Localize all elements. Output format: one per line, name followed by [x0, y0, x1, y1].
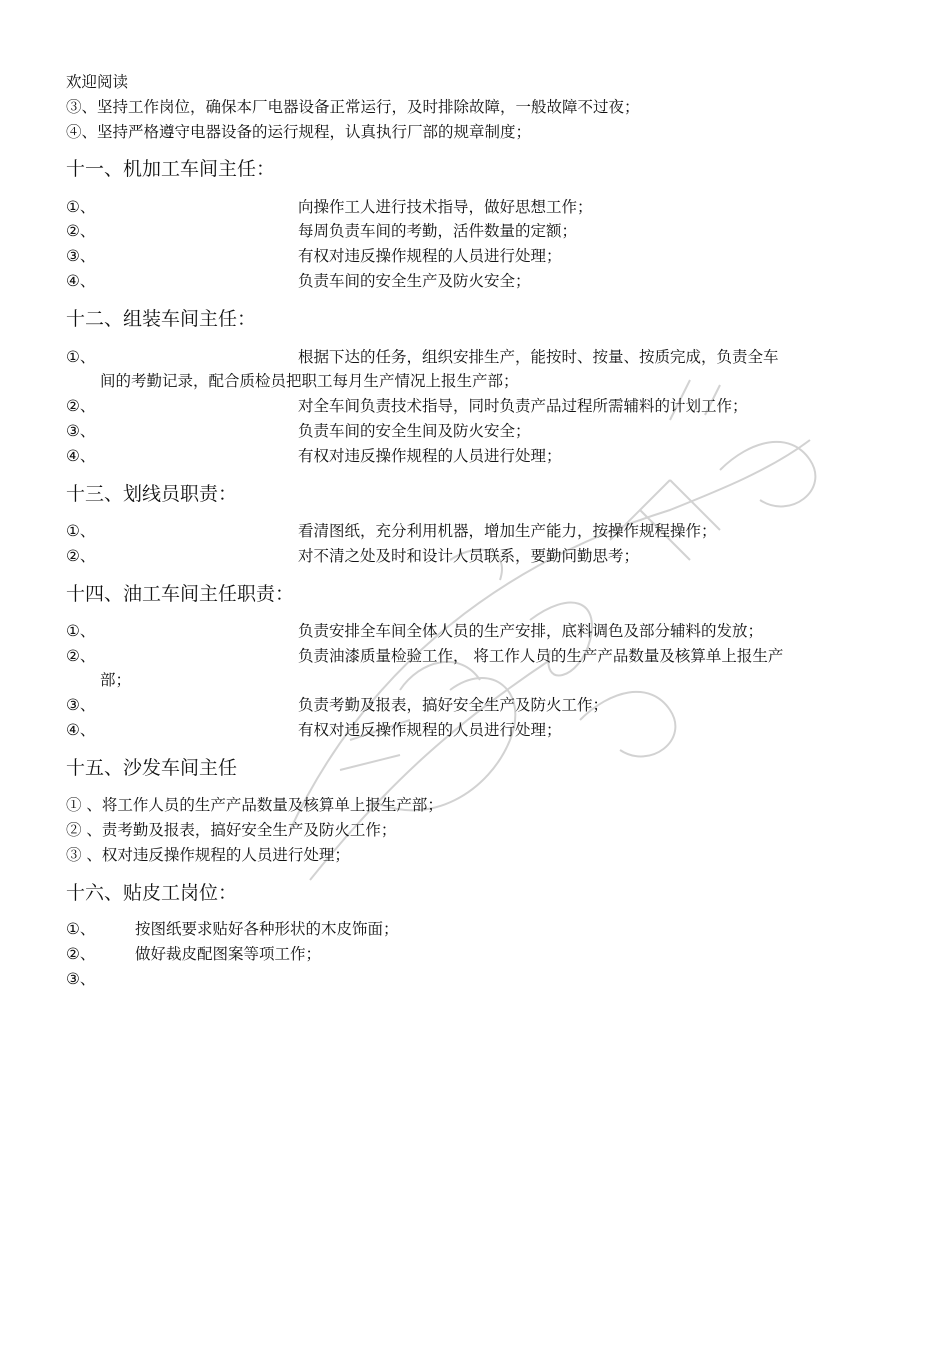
item-number: ①、: [66, 348, 96, 366]
intro-line: ③、坚持工作岗位，确保本厂电器设备正常运行，及时排除故障，一般故障不过夜；: [66, 98, 640, 116]
section-title-12: 十二、组装车间主任：: [66, 308, 257, 330]
item-text: 负责油漆质量检验工作， 将工作人员的生产产品数量及核算单上报生产: [298, 647, 784, 665]
item-text: 向操作工人进行技术指导，做好思想工作；: [298, 198, 593, 216]
item-number: ②、: [66, 647, 96, 665]
item-text: 有权对违反操作规程的人员进行处理；: [298, 721, 562, 739]
section-title-13: 十三、划线员职责：: [66, 483, 238, 505]
item-text: 负责车间的安全生间及防火安全；: [298, 422, 531, 440]
item-text: 有权对违反操作规程的人员进行处理；: [298, 447, 562, 465]
item-number: ③、: [66, 247, 96, 265]
item-number: ①、: [66, 522, 96, 540]
item-text: 每周负责车间的考勤，活件数量的定额；: [298, 222, 578, 240]
item-text: 看清图纸，充分利用机器，增加生产能力，按操作规程操作；: [298, 522, 717, 540]
section-title-14: 十四、油工车间主任职责：: [66, 583, 295, 605]
item-number: ③、: [66, 422, 96, 440]
item-number: ④、: [66, 272, 96, 290]
item-number: ①、: [66, 622, 96, 640]
item-text: 负责考勤及报表，搞好安全生产及防火工作；: [298, 696, 609, 714]
item-text: 对全车间负责技术指导，同时负责产品过程所需辅料的计划工作；: [298, 397, 748, 415]
item-text: 负责安排全车间全体人员的生产安排，底料调色及部分辅料的发放；: [298, 622, 764, 640]
item-number: ①、: [66, 198, 96, 216]
item-text: 有权对违反操作规程的人员进行处理；: [298, 247, 562, 265]
item-number: ②、: [66, 222, 96, 240]
item-text: 做好裁皮配图案等项工作；: [135, 945, 322, 963]
item-number: ②、: [66, 945, 96, 963]
header-text: 欢迎阅读: [66, 73, 129, 91]
item-number: ③、: [66, 970, 96, 988]
intro-line: ④、坚持严格遵守电器设备的运行规程，认真执行厂部的规章制度；: [66, 123, 532, 141]
item-text: 按图纸要求贴好各种形状的木皮饰面；: [135, 920, 399, 938]
item-number: ②、: [66, 397, 96, 415]
item-line: ③ 、权对违反操作规程的人员进行处理；: [66, 846, 350, 864]
item-number: ①、: [66, 920, 96, 938]
item-number: ④、: [66, 447, 96, 465]
section-title-16: 十六、贴皮工岗位：: [66, 882, 238, 904]
item-text: 负责车间的安全生产及防火安全；: [298, 272, 531, 290]
item-number: ②、: [66, 547, 96, 565]
item-number: ③、: [66, 696, 96, 714]
item-text: 根据下达的任务，组织安排生产，能按时、按量、按质完成，负责全车: [298, 348, 779, 366]
item-text-continued: 间的考勤记录，配合质检员把职工每月生产情况上报生产部；: [100, 372, 519, 390]
item-text: 对不清之处及时和设计人员联系，要勤问勤思考；: [298, 547, 640, 565]
section-title-11: 十一、机加工车间主任：: [66, 158, 276, 180]
section-title-15: 十五、沙发车间主任: [66, 757, 238, 779]
item-number: ④、: [66, 721, 96, 739]
item-line: ② 、责考勤及报表，搞好安全生产及防火工作；: [66, 821, 397, 839]
item-text-continued: 部；: [100, 671, 132, 689]
item-line: ① 、将工作人员的生产产品数量及核算单上报生产部；: [66, 796, 443, 814]
